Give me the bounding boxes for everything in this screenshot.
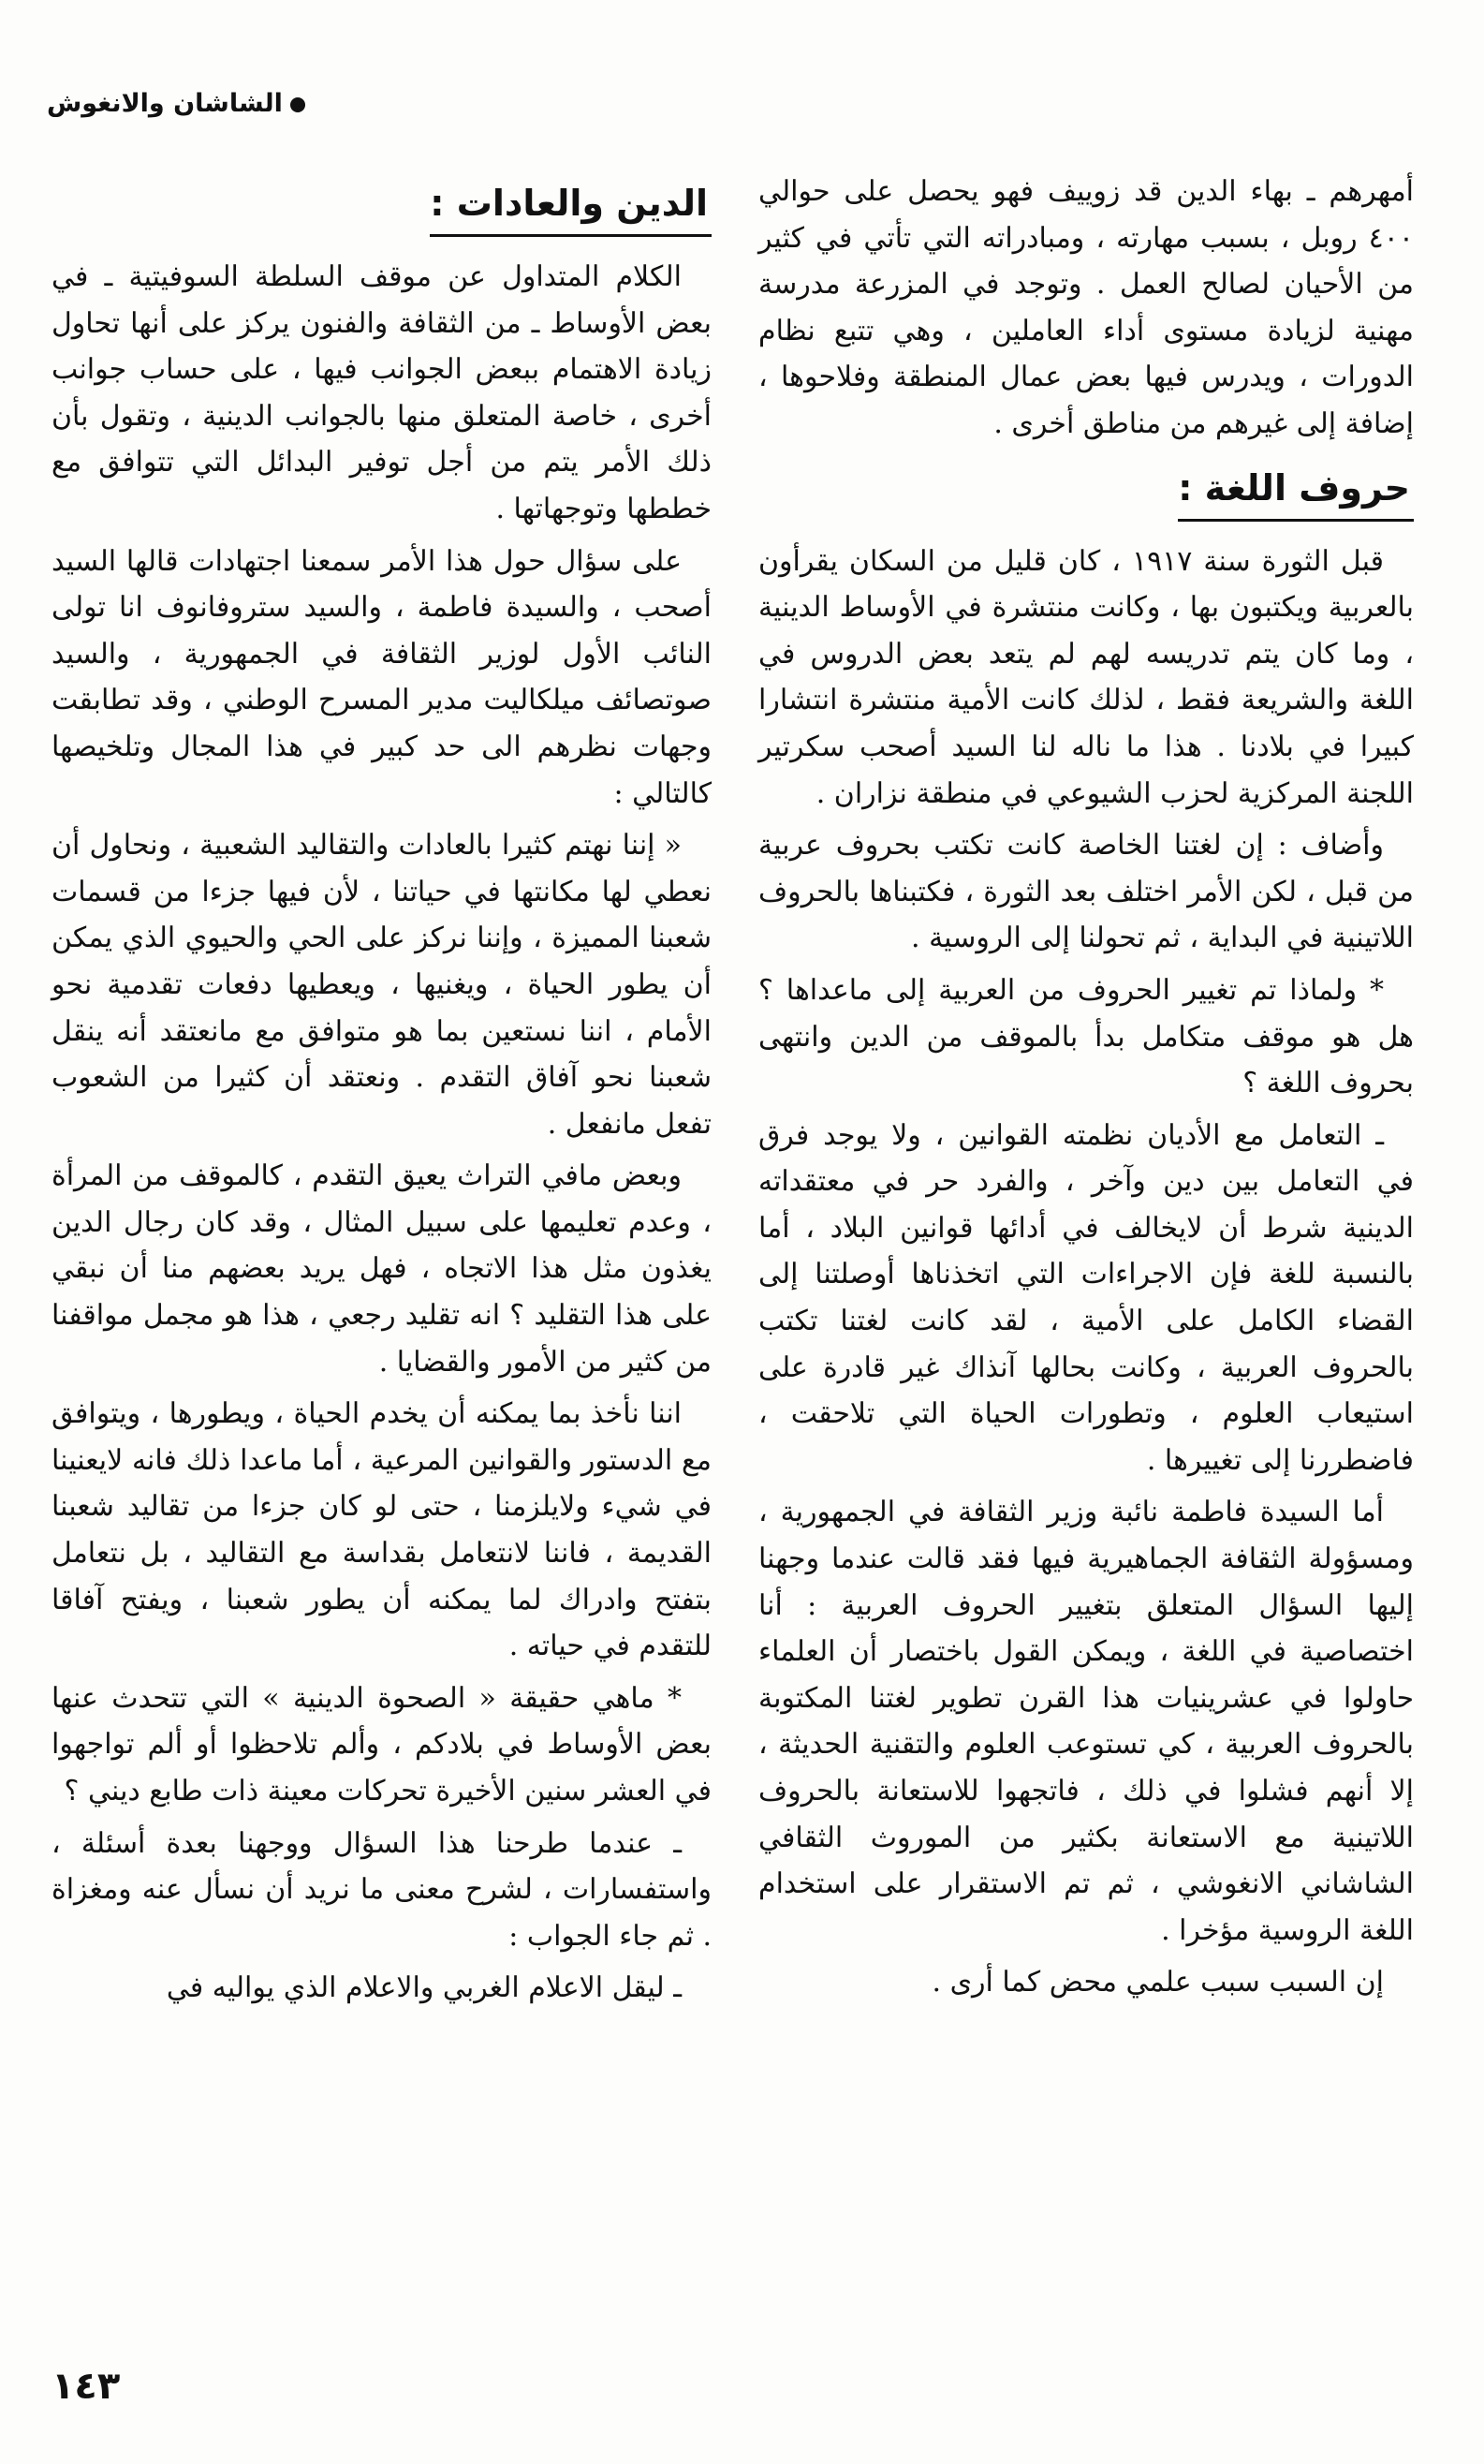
question-paragraph: * ولماذا تم تغيير الحروف من العربية إلى ماعداها ؟ هل هو موقف متكامل بدأ بالموقف من الدين وانتهى بحروف اللغة ؟ (758, 973, 1414, 1100)
paragraph: اننا نأخذ بما يمكنه أن يخدم الحياة ، ويطورها ، ويتوافق مع الدستور والقوانين المرعية ، أما ماعدا ذلك فانه لايعنينا في شيء ولايلزمنا ، حتى لو كان جزءا من تقاليد شعبنا القديمة ، فاننا لانتعامل بقداسة مع التقاليد ، بل نتعامل بتفتح وادراك لما يمكنه أن يطور شعبنا ، ويفتح آفاقا للتقدم في حياته . (51, 1397, 712, 1663)
paragraph: أما السيدة فاطمة نائبة وزير الثقافة في الجمهورية ، ومسؤولة الثقافة الجماهيرية فيها فقد قالت عندما وجهنا إليها السؤال المتعلق بتغيير الحروف العربية : أنا اختصاصية في اللغة ، ويمكن القول باختصار أن العلماء حاولوا في عشرينيات هذا القرن تطوير لغتنا المكتوبة بالحروف العربية ، كي تستوعب العلوم والتقنية الحديثة ، إلا أنهم فشلوا في ذلك ، فاتجهوا للاستعانة بالحروف اللاتينية مع الاستعانة بكثير من الموروث الثقافي الشاشاني الانغوشي ، ثم تم الاستقرار على استخدام اللغة الروسية مؤخرا . (758, 1496, 1414, 1947)
left-column (51, 169, 712, 2017)
right-column (758, 169, 1414, 2012)
section-heading-religion-customs: الدين والعادات : (430, 176, 712, 237)
paragraph: إن السبب سبب علمي محض كما أرى . (932, 1966, 1384, 1999)
quote-paragraph: « إننا نهتم كثيرا بالعادات والتقاليد الشعبية ، ونحاول أن نعطي لها مكانتها في حياتنا ، لأن فيها جزءا من قسمات شعبنا المميزة ، وإننا نركز على الحي والحيوي الذي يمكن أن يطور الحياة ، ويغنيها ، ويعطيها دفعات تقدمية نحو الأمام ، اننا نستعين بما هو متوافق مع مانعتقد أنه ينقل شعبنا نحو آفاق التقدم . ونعتقد أن كثيرا من الشعوب تفعل مانفعل . (51, 829, 712, 1141)
paragraph: أمهرهم ـ بهاء الدين قد زوييف فهو يحصل على حوالي ٤٠٠ روبل ، بسبب مهارته ، ومبادراته التي تأتي في كثير من الأحيان لصالح العمل . وتوجد في المزرعة مدرسة مهنية لزيادة مستوى أداء العاملين ، وهي تتبع نظام الدورات ، ويدرس فيها بعض عمال المنطقة وفلاحوها ، إضافة إلى غيرهم من مناطق أخرى . (758, 175, 1414, 440)
answer-paragraph: ـ التعامل مع الأديان نظمته القوانين ، ولا يوجد فرق في التعامل بين دين وآخر ، والفرد حر في معتقداته الدينية شرط أن لايخالف في أدائها قوانين البلاد ، أما بالنسبة للغة فإن الاجراءات التي اتخذناها أوصلتنا إلى القضاء الكامل على الأمية ، لقد كانت لغتنا تكتب بالحروف العربية ، وكانت بحالها آنذاك غير قادرة على استيعاب العلوم ، وتطورات الحياة التي تلاحقت ، فاضطررنا إلى تغييرها . (758, 1118, 1414, 1477)
running-header (47, 89, 305, 118)
paragraph: قبل الثورة سنة ١٩١٧ ، كان قليل من السكان يقرأون بالعربية ويكتبون بها ، وكانت منتشرة في الأوساط الدينية ، وما كان يتم تدريسه لهم لم يتعد بعض الدروس في اللغة والشريعة فقط ، لذلك كانت الأمية منتشرة انتشارا كبيرا في بلادنا . هذا ما ناله لنا السيد أصحب سكرتير اللجنة المركزية لحزب الشيوعي في منطقة نزاران . (758, 544, 1414, 810)
answer-paragraph: ـ ليقل الاعلام الغربي والاعلام الذي يواليه في (166, 1971, 682, 2005)
bullet-dot-icon (290, 97, 305, 112)
paragraph: الكلام المتداول عن موقف السلطة السوفيتية ـ في بعض الأوساط ـ من الثقافة والفنون يركز على أنها تحاول زيادة الاهتمام ببعض الجوانب فيها ، على حساب جوانب أخرى ، خاصة المتعلق منها بالجوانب الدينية ، وتقول بأن ذلك الأمر يتم من أجل توفير البدائل التي تتوافق مع خططها وتوجهاتها . (51, 260, 712, 525)
question-paragraph: * ماهي حقيقة « الصحوة الدينية » التي تتحدث عنها بعض الأوساط في بلادكم ، وألم تلاحظوا أو ألم تواجهوا في العشر سنين الأخيرة تحركات معينة ذات طابع ديني ؟ (51, 1681, 712, 1807)
paragraph: على سؤال حول هذا الأمر سمعنا اجتهادات قالها السيد أصحب ، والسيدة فاطمة ، والسيد ستروفانوف انا تولى النائب الأول لوزير الثقافة في الجمهورية ، والسيد صوتصائف ميلكاليت مدير المسرح الوطني ، وقد تطابقت وجهات نظرهم الى حد كبير في هذا المجال وتلخيصها كالتالي : (51, 544, 712, 810)
page-number: ١٤٣ (51, 2365, 121, 2408)
paragraph: وبعض مافي التراث يعيق التقدم ، كالموقف من المرأة ، وعدم تعليمها على سبيل المثال ، وقد كان رجال الدين يغذون مثل هذا الاتجاه ، فهل يريد بعضهم منا أن نبقي على هذا التقليد ؟ انه تقليد رجعي ، هذا هو مجمل مواقفنا من كثير من الأمور والقضايا . (51, 1159, 712, 1379)
paragraph: ـ عندما طرحنا هذا السؤال ووجهنا بعدة أسئلة ، واستفسارات ، لشرح معنى ما نريد أن نسأل عنه ومغزاة . ثم جاء الجواب : (51, 1826, 712, 1953)
paragraph: وأضاف : إن لغتنا الخاصة كانت تكتب بحروف عربية من قبل ، لكن الأمر اختلف بعد الثورة ، فكتبناها بالحروف اللاتينية في البداية ، ثم تحولنا إلى الروسية . (758, 829, 1414, 955)
section-heading-language-letters: حروف اللغة : (1178, 461, 1414, 522)
running-title: الشاشان والانغوش (47, 89, 283, 118)
